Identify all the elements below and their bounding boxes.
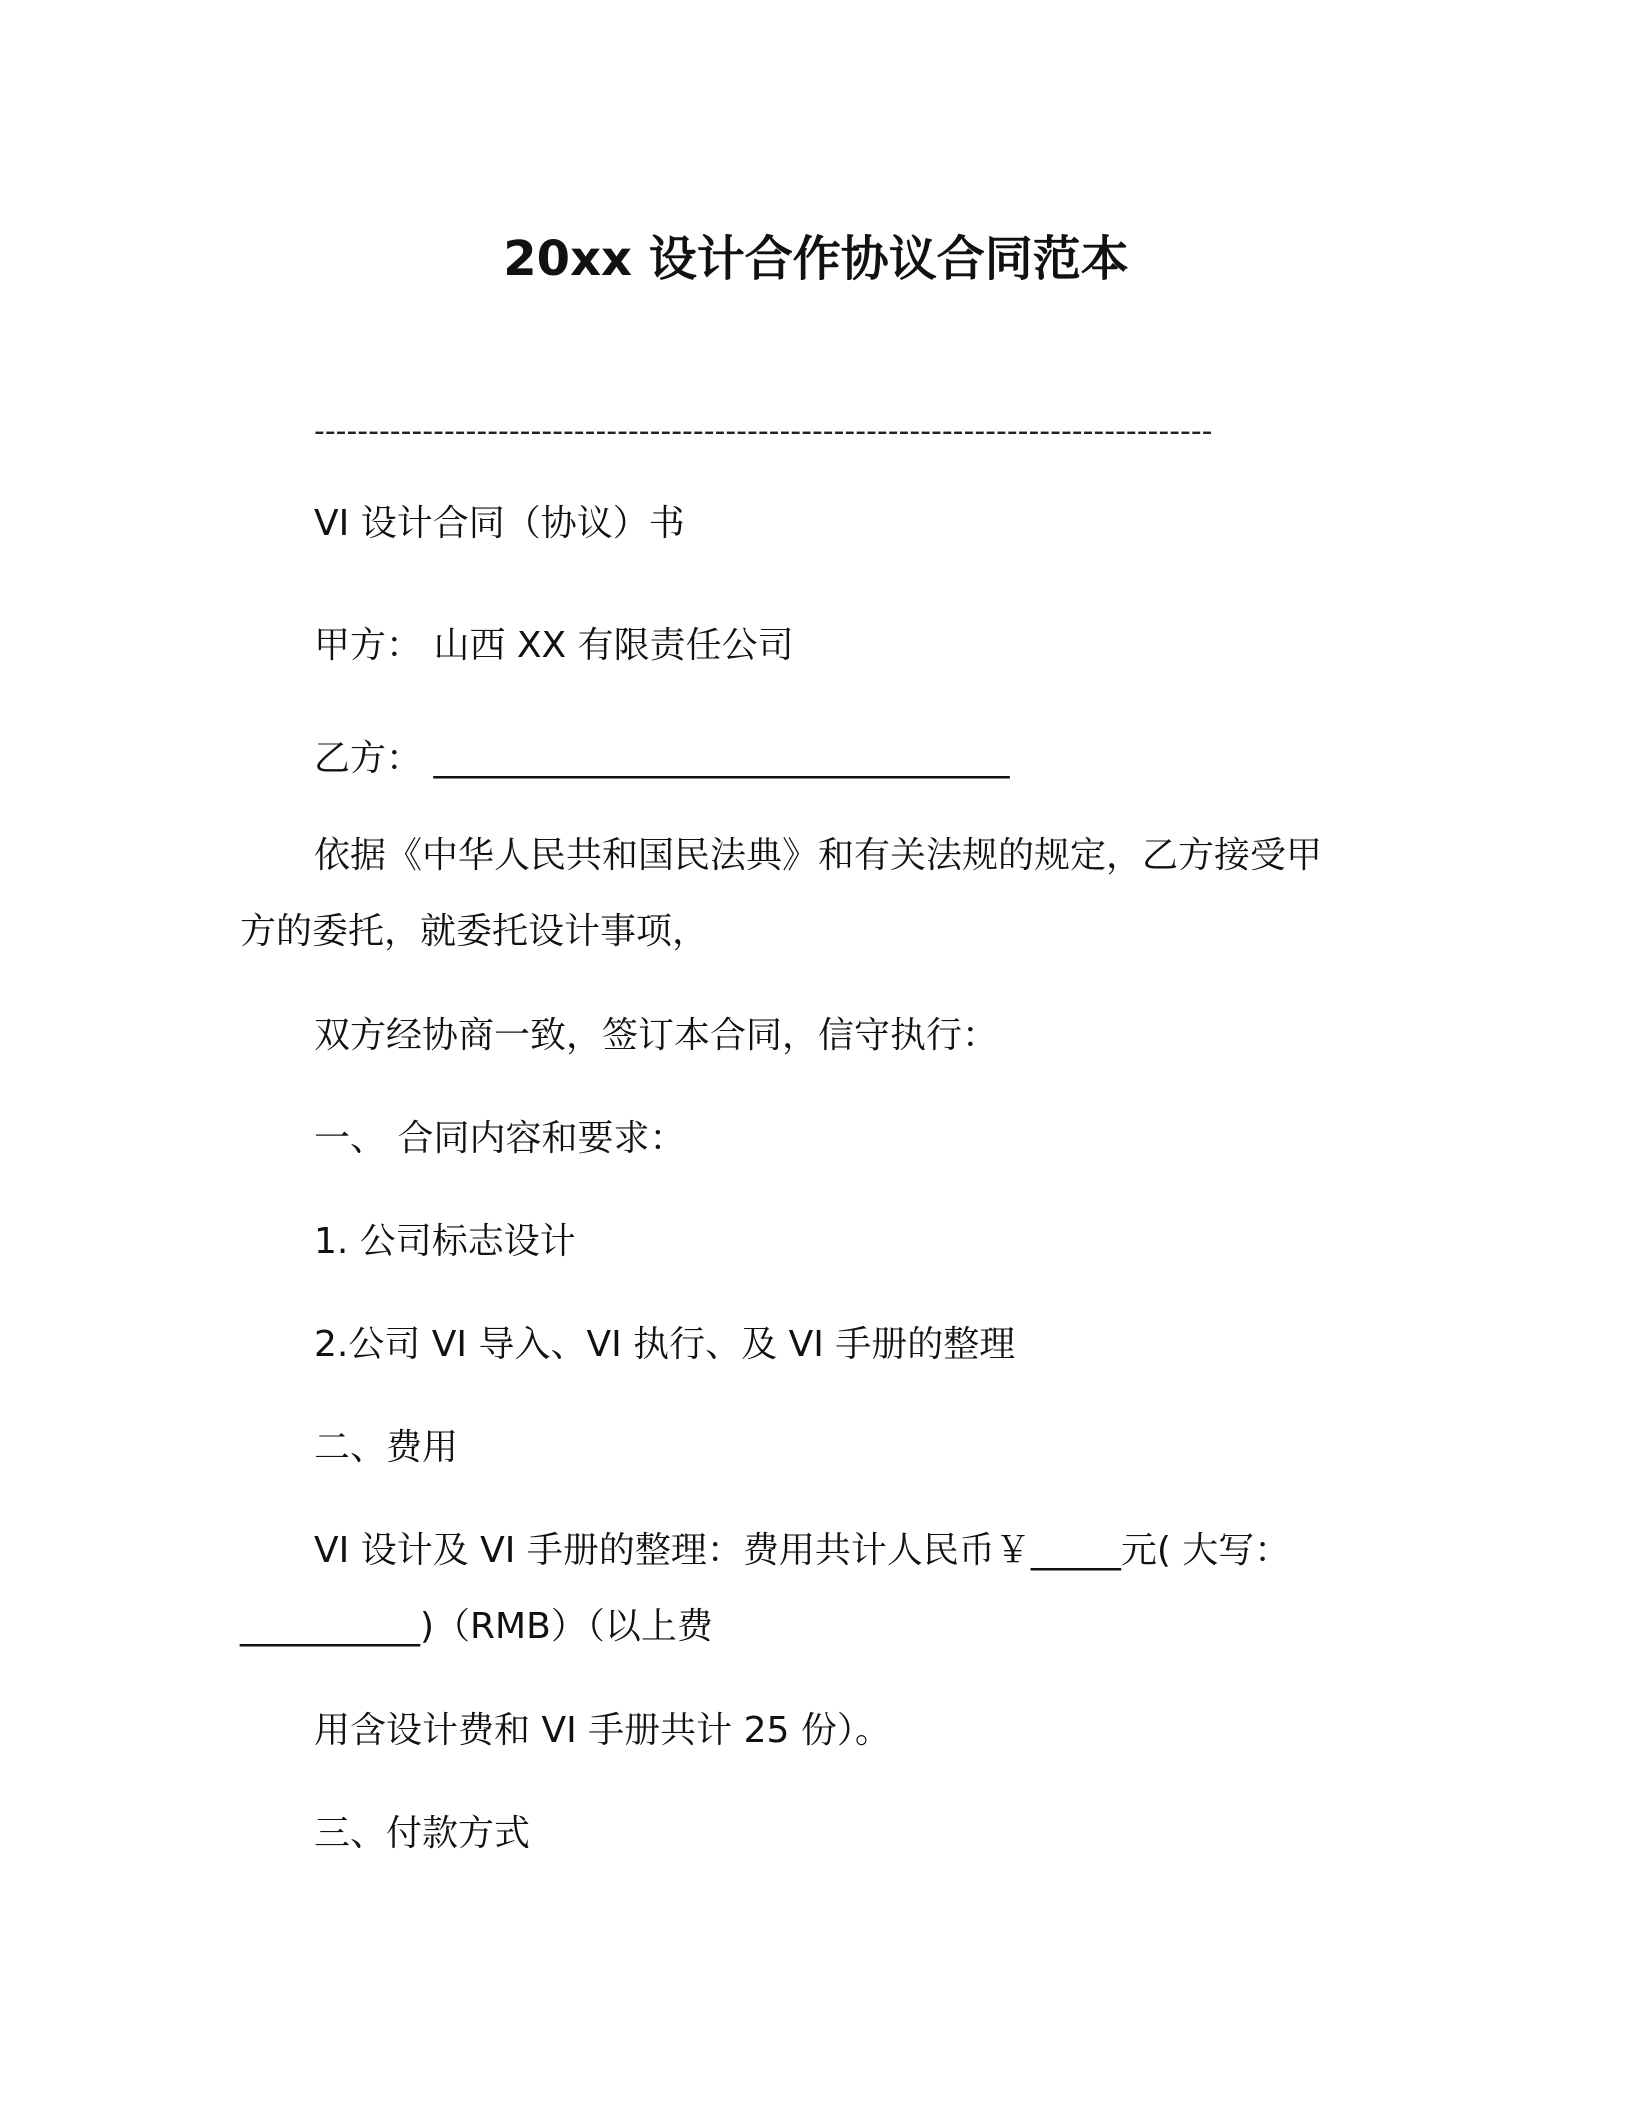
document-title: 20xx 设计合作协议合同范本 bbox=[503, 231, 1129, 287]
fee-line-3: 用含设计费和 VI 手册共计 25 份）。 bbox=[314, 1710, 891, 1751]
separator-line: ----------------------------------------------------------------------------------- bbox=[314, 414, 1213, 449]
preamble-line-1: 依据《中华人民共和国民法典》和有关法规的规定，乙方接受甲 bbox=[314, 835, 1323, 876]
party-b-line: 乙方： ________________________________ bbox=[314, 738, 1010, 779]
item-2-vi-implementation: 2.公司 VI 导入、VI 执行、及 VI 手册的整理 bbox=[314, 1324, 1016, 1365]
item-1-logo-design: 1. 公司标志设计 bbox=[314, 1221, 576, 1262]
fee-line-2: __________)（RMB）（以上费 bbox=[240, 1606, 713, 1647]
section-3-heading: 三、付款方式 bbox=[314, 1813, 531, 1854]
agreement-line: 双方经协商一致，签订本合同，信守执行： bbox=[314, 1015, 999, 1056]
party-a-line: 甲方： 山西 XX 有限责任公司 bbox=[314, 625, 794, 666]
contract-heading: VI 设计合同（协议）书 bbox=[314, 503, 685, 544]
section-1-heading: 一、 合同内容和要求： bbox=[314, 1118, 686, 1159]
fee-line-1: VI 设计及 VI 手册的整理：费用共计人民币￥_____元( 大写： bbox=[314, 1530, 1291, 1571]
preamble-line-2: 方的委托，就委托设计事项， bbox=[240, 911, 709, 952]
section-2-heading: 二、费用 bbox=[314, 1427, 459, 1468]
